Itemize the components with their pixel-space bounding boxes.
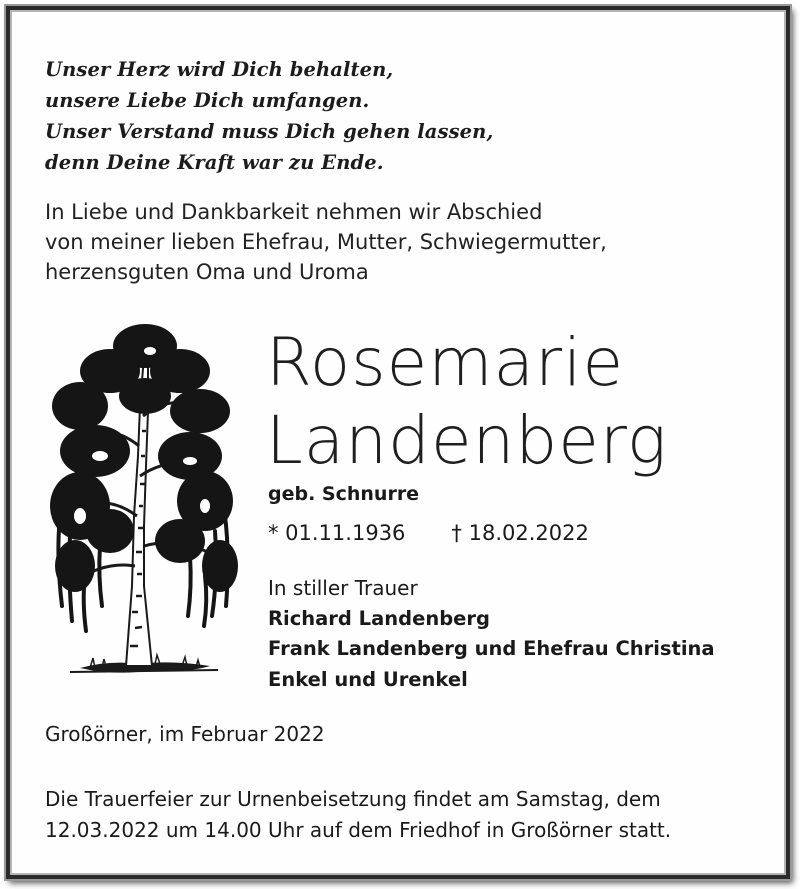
notice-line: 12.03.2022 um 14.00 Uhr auf dem Friedhof in Großörner statt. (45, 817, 672, 842)
poem-line: Unser Verstand muss Dich gehen lassen, (45, 120, 494, 143)
intro-line: In Liebe und Dankbarkeit nehmen wir Abschied (45, 200, 543, 224)
first-name: Rosemarie (266, 324, 625, 401)
last-name: Landenberg (266, 402, 668, 479)
birth-date: * 01.11.1936 (268, 521, 406, 545)
maiden-name: geb. Schnurre (268, 483, 420, 505)
mourners (268, 573, 715, 695)
deceased-name (266, 324, 667, 480)
life-dates (268, 518, 589, 548)
mourner-name: Enkel und Urenkel (268, 667, 468, 691)
funeral-notice (45, 784, 671, 845)
intro-line: von meiner lieben Ehefrau, Mutter, Schwiegermutter, (45, 230, 607, 254)
notice-line: Die Trauerfeier zur Urnenbeisetzung findet am Samstag, dem (45, 787, 661, 811)
death-date: † 18.02.2022 (451, 521, 589, 545)
poem-line: denn Deine Kraft war zu Ende. (45, 151, 384, 174)
mourner-name: Frank Landenberg und Ehefrau Christina (268, 637, 715, 660)
poem-line: unsere Liebe Dich umfangen. (45, 89, 370, 112)
birch-tree-icon (40, 316, 245, 688)
intro-text (45, 197, 607, 287)
mourner-name: Richard Landenberg (268, 606, 490, 630)
intro-line: herzensguten Oma und Uroma (45, 260, 369, 284)
poem (45, 54, 493, 178)
place-date: Großörner, im Februar 2022 (45, 722, 325, 746)
poem-line: Unser Herz wird Dich behalten, (45, 58, 394, 81)
mourning-heading: In stiller Trauer (268, 576, 418, 600)
